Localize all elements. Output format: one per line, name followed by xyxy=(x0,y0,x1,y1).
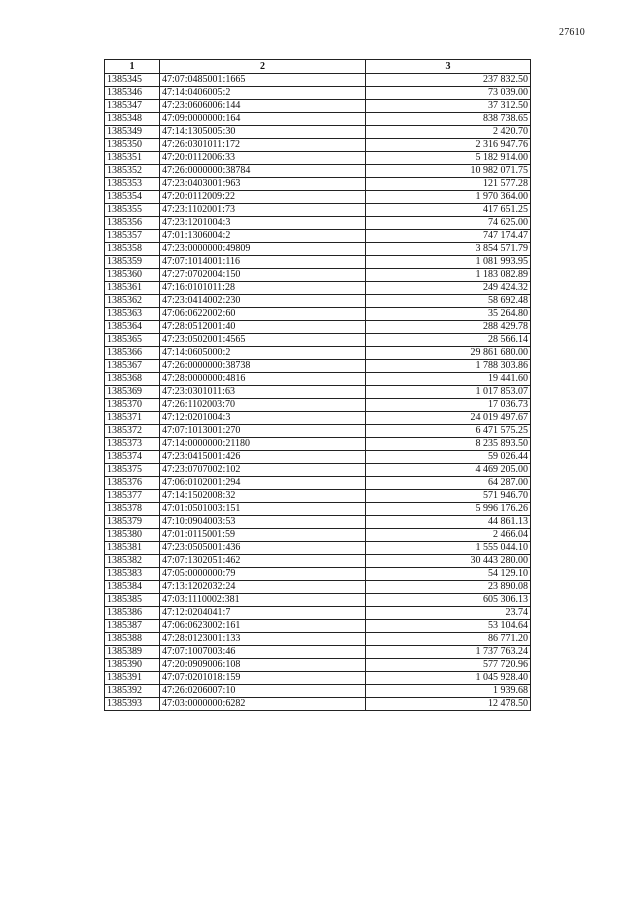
table-row xyxy=(105,425,531,438)
table-row xyxy=(105,516,531,529)
cadastral-number-cell: 47:26:1102003:70 xyxy=(160,399,366,412)
table-row xyxy=(105,685,531,698)
cadastral-number-cell: 47:14:1502008:32 xyxy=(160,490,366,503)
cadastral-value-cell: 1 017 853.07 xyxy=(366,386,531,399)
cadastral-value-cell: 19 441.60 xyxy=(366,373,531,386)
row-number-cell: 1385351 xyxy=(105,152,160,165)
row-number-cell: 1385391 xyxy=(105,672,160,685)
table-row xyxy=(105,438,531,451)
row-number-cell: 1385388 xyxy=(105,633,160,646)
table-row xyxy=(105,256,531,269)
cadastral-value-cell: 12 478.50 xyxy=(366,698,531,711)
column-header-2: 2 xyxy=(160,60,366,74)
cadastral-value-cell: 53 104.64 xyxy=(366,620,531,633)
table-row xyxy=(105,243,531,256)
cadastral-value-cell: 121 577.28 xyxy=(366,178,531,191)
cadastral-number-cell: 47:23:0505001:436 xyxy=(160,542,366,555)
cadastral-number-cell: 47:14:0605000:2 xyxy=(160,347,366,360)
row-number-cell: 1385376 xyxy=(105,477,160,490)
row-number-cell: 1385362 xyxy=(105,295,160,308)
table-row xyxy=(105,477,531,490)
cadastral-value-cell: 54 129.10 xyxy=(366,568,531,581)
table-row xyxy=(105,672,531,685)
cadastral-number-cell: 47:16:0101011:28 xyxy=(160,282,366,295)
cadastral-value-cell: 58 692.48 xyxy=(366,295,531,308)
table-row xyxy=(105,217,531,230)
cadastral-number-cell: 47:03:1110002:381 xyxy=(160,594,366,607)
cadastral-value-cell: 1 737 763.24 xyxy=(366,646,531,659)
table-row xyxy=(105,503,531,516)
row-number-cell: 1385364 xyxy=(105,321,160,334)
cadastral-value-cell: 1 555 044.10 xyxy=(366,542,531,555)
cadastral-number-cell: 47:01:1306004:2 xyxy=(160,230,366,243)
cadastral-number-cell: 47:14:0000000:21180 xyxy=(160,438,366,451)
cadastral-value-cell: 1 970 364.00 xyxy=(366,191,531,204)
table-row xyxy=(105,633,531,646)
row-number-cell: 1385372 xyxy=(105,425,160,438)
cadastral-number-cell: 47:14:0406005:2 xyxy=(160,87,366,100)
cadastral-number-cell: 47:23:0606006:144 xyxy=(160,100,366,113)
cadastral-value-cell: 23 890.08 xyxy=(366,581,531,594)
table-row xyxy=(105,698,531,711)
row-number-cell: 1385385 xyxy=(105,594,160,607)
cadastral-value-cell: 8 235 893.50 xyxy=(366,438,531,451)
table-row xyxy=(105,490,531,503)
table-row xyxy=(105,74,531,87)
table-row xyxy=(105,308,531,321)
cadastral-value-cell: 6 471 575.25 xyxy=(366,425,531,438)
row-number-cell: 1385347 xyxy=(105,100,160,113)
cadastral-value-cell: 249 424.32 xyxy=(366,282,531,295)
row-number-cell: 1385373 xyxy=(105,438,160,451)
cadastral-number-cell: 47:23:0415001:426 xyxy=(160,451,366,464)
table-row xyxy=(105,230,531,243)
cadastral-value-cell: 44 861.13 xyxy=(366,516,531,529)
table-row xyxy=(105,139,531,152)
table-row xyxy=(105,100,531,113)
row-number-cell: 1385370 xyxy=(105,399,160,412)
cadastral-value-cell: 1 183 082.89 xyxy=(366,269,531,282)
row-number-cell: 1385389 xyxy=(105,646,160,659)
row-number-cell: 1385382 xyxy=(105,555,160,568)
cadastral-number-cell: 47:12:0204041:7 xyxy=(160,607,366,620)
table-row xyxy=(105,607,531,620)
cadastral-value-cell: 30 443 280.00 xyxy=(366,555,531,568)
cadastral-value-cell: 288 429.78 xyxy=(366,321,531,334)
cadastral-number-cell: 47:27:0702004:150 xyxy=(160,269,366,282)
table-row xyxy=(105,373,531,386)
table-header-row xyxy=(105,60,531,74)
row-number-cell: 1385367 xyxy=(105,360,160,373)
table-row xyxy=(105,568,531,581)
table-body xyxy=(105,74,531,711)
row-number-cell: 1385374 xyxy=(105,451,160,464)
cadastral-number-cell: 47:26:0301011:172 xyxy=(160,139,366,152)
table-row xyxy=(105,347,531,360)
cadastral-value-cell: 35 264.80 xyxy=(366,308,531,321)
row-number-cell: 1385354 xyxy=(105,191,160,204)
column-header-3: 3 xyxy=(366,60,531,74)
cadastral-value-cell: 1 939.68 xyxy=(366,685,531,698)
table-row xyxy=(105,165,531,178)
table-row xyxy=(105,204,531,217)
cadastral-value-cell: 28 566.14 xyxy=(366,334,531,347)
cadastral-number-cell: 47:01:0115001:59 xyxy=(160,529,366,542)
cadastral-number-cell: 47:26:0000000:38784 xyxy=(160,165,366,178)
table-row xyxy=(105,113,531,126)
row-number-cell: 1385381 xyxy=(105,542,160,555)
cadastral-number-cell: 47:10:0904003:53 xyxy=(160,516,366,529)
table-row xyxy=(105,555,531,568)
cadastral-number-cell: 47:06:0622002:60 xyxy=(160,308,366,321)
row-number-cell: 1385392 xyxy=(105,685,160,698)
table-row xyxy=(105,178,531,191)
cadastral-value-cell: 577 720.96 xyxy=(366,659,531,672)
table-row xyxy=(105,87,531,100)
table-row xyxy=(105,464,531,477)
row-number-cell: 1385379 xyxy=(105,516,160,529)
cadastral-value-cell: 838 738.65 xyxy=(366,113,531,126)
cadastral-value-cell: 3 854 571.79 xyxy=(366,243,531,256)
cadastral-value-cell: 2 316 947.76 xyxy=(366,139,531,152)
row-number-cell: 1385352 xyxy=(105,165,160,178)
cadastral-number-cell: 47:28:0123001:133 xyxy=(160,633,366,646)
cadastral-number-cell: 47:23:1102001:73 xyxy=(160,204,366,217)
row-number-cell: 1385368 xyxy=(105,373,160,386)
cadastral-value-cell: 2 420.70 xyxy=(366,126,531,139)
table-row xyxy=(105,126,531,139)
cadastral-number-cell: 47:23:0414002:230 xyxy=(160,295,366,308)
table-row xyxy=(105,191,531,204)
cadastral-number-cell: 47:23:1201004:3 xyxy=(160,217,366,230)
cadastral-value-cell: 5 182 914.00 xyxy=(366,152,531,165)
cadastral-value-cell: 59 026.44 xyxy=(366,451,531,464)
cadastral-value-cell: 5 996 176.26 xyxy=(366,503,531,516)
cadastral-number-cell: 47:28:0000000:4816 xyxy=(160,373,366,386)
table-row xyxy=(105,334,531,347)
cadastral-value-cell: 237 832.50 xyxy=(366,74,531,87)
row-number-cell: 1385378 xyxy=(105,503,160,516)
row-number-cell: 1385375 xyxy=(105,464,160,477)
table-row xyxy=(105,269,531,282)
row-number-cell: 1385358 xyxy=(105,243,160,256)
cadastral-value-cell: 1 788 303.86 xyxy=(366,360,531,373)
cadastral-number-cell: 47:20:0909006:108 xyxy=(160,659,366,672)
table-row xyxy=(105,399,531,412)
table-row xyxy=(105,529,531,542)
page-number: 27610 xyxy=(559,27,585,38)
cadastral-value-cell: 74 625.00 xyxy=(366,217,531,230)
cadastral-number-cell: 47:23:0707002:102 xyxy=(160,464,366,477)
cadastral-number-cell: 47:06:0623002:161 xyxy=(160,620,366,633)
cadastral-number-cell: 47:07:0201018:159 xyxy=(160,672,366,685)
row-number-cell: 1385361 xyxy=(105,282,160,295)
row-number-cell: 1385360 xyxy=(105,269,160,282)
table-row xyxy=(105,659,531,672)
cadastral-number-cell: 47:07:1302051:462 xyxy=(160,555,366,568)
row-number-cell: 1385356 xyxy=(105,217,160,230)
cadastral-number-cell: 47:26:0000000:38738 xyxy=(160,360,366,373)
table-row xyxy=(105,386,531,399)
table-row xyxy=(105,594,531,607)
row-number-cell: 1385359 xyxy=(105,256,160,269)
cadastral-number-cell: 47:07:1014001:116 xyxy=(160,256,366,269)
row-number-cell: 1385355 xyxy=(105,204,160,217)
cadastral-number-cell: 47:20:0112009:22 xyxy=(160,191,366,204)
cadastral-number-cell: 47:23:0000000:49809 xyxy=(160,243,366,256)
cadastral-value-cell: 37 312.50 xyxy=(366,100,531,113)
cadastral-number-cell: 47:26:0206007:10 xyxy=(160,685,366,698)
cadastral-number-cell: 47:23:0502001:4565 xyxy=(160,334,366,347)
cadastral-value-cell: 64 287.00 xyxy=(366,477,531,490)
row-number-cell: 1385393 xyxy=(105,698,160,711)
cadastral-number-cell: 47:13:1202032:24 xyxy=(160,581,366,594)
cadastral-value-cell: 24 019 497.67 xyxy=(366,412,531,425)
cadastral-number-cell: 47:20:0112006:33 xyxy=(160,152,366,165)
table-row xyxy=(105,581,531,594)
cadastral-number-cell: 47:06:0102001:294 xyxy=(160,477,366,490)
table-row xyxy=(105,282,531,295)
row-number-cell: 1385357 xyxy=(105,230,160,243)
cadastral-value-cell: 23.74 xyxy=(366,607,531,620)
row-number-cell: 1385365 xyxy=(105,334,160,347)
cadastral-number-cell: 47:01:0501003:151 xyxy=(160,503,366,516)
row-number-cell: 1385366 xyxy=(105,347,160,360)
row-number-cell: 1385377 xyxy=(105,490,160,503)
row-number-cell: 1385386 xyxy=(105,607,160,620)
row-number-cell: 1385390 xyxy=(105,659,160,672)
row-number-cell: 1385384 xyxy=(105,581,160,594)
row-number-cell: 1385371 xyxy=(105,412,160,425)
cadastral-value-table xyxy=(104,59,531,711)
cadastral-number-cell: 47:05:0000000:79 xyxy=(160,568,366,581)
cadastral-value-cell: 747 174.47 xyxy=(366,230,531,243)
row-number-cell: 1385387 xyxy=(105,620,160,633)
cadastral-value-cell: 2 466.04 xyxy=(366,529,531,542)
table-row xyxy=(105,412,531,425)
row-number-cell: 1385353 xyxy=(105,178,160,191)
table-row xyxy=(105,295,531,308)
table-row xyxy=(105,152,531,165)
cadastral-number-cell: 47:07:0485001:1665 xyxy=(160,74,366,87)
row-number-cell: 1385346 xyxy=(105,87,160,100)
row-number-cell: 1385349 xyxy=(105,126,160,139)
cadastral-value-cell: 73 039.00 xyxy=(366,87,531,100)
table-row xyxy=(105,646,531,659)
table-row xyxy=(105,360,531,373)
table-row xyxy=(105,620,531,633)
cadastral-value-cell: 1 045 928.40 xyxy=(366,672,531,685)
cadastral-number-cell: 47:07:1013001:270 xyxy=(160,425,366,438)
row-number-cell: 1385383 xyxy=(105,568,160,581)
cadastral-number-cell: 47:23:0301011:63 xyxy=(160,386,366,399)
row-number-cell: 1385348 xyxy=(105,113,160,126)
cadastral-value-cell: 29 861 680.00 xyxy=(366,347,531,360)
cadastral-value-cell: 1 081 993.95 xyxy=(366,256,531,269)
cadastral-value-cell: 17 036.73 xyxy=(366,399,531,412)
cadastral-number-cell: 47:14:1305005:30 xyxy=(160,126,366,139)
column-header-1: 1 xyxy=(105,60,160,74)
table-row xyxy=(105,321,531,334)
cadastral-value-cell: 10 982 071.75 xyxy=(366,165,531,178)
cadastral-number-cell: 47:23:0403001:963 xyxy=(160,178,366,191)
cadastral-number-cell: 47:03:0000000:6282 xyxy=(160,698,366,711)
cadastral-value-cell: 4 469 205.00 xyxy=(366,464,531,477)
cadastral-number-cell: 47:28:0512001:40 xyxy=(160,321,366,334)
row-number-cell: 1385350 xyxy=(105,139,160,152)
table-row xyxy=(105,451,531,464)
row-number-cell: 1385345 xyxy=(105,74,160,87)
row-number-cell: 1385363 xyxy=(105,308,160,321)
row-number-cell: 1385380 xyxy=(105,529,160,542)
row-number-cell: 1385369 xyxy=(105,386,160,399)
cadastral-value-cell: 86 771.20 xyxy=(366,633,531,646)
cadastral-number-cell: 47:07:1007003:46 xyxy=(160,646,366,659)
cadastral-number-cell: 47:09:0000000:164 xyxy=(160,113,366,126)
cadastral-value-cell: 417 651.25 xyxy=(366,204,531,217)
cadastral-value-cell: 605 306.13 xyxy=(366,594,531,607)
table-row xyxy=(105,542,531,555)
cadastral-number-cell: 47:12:0201004:3 xyxy=(160,412,366,425)
cadastral-value-cell: 571 946.70 xyxy=(366,490,531,503)
